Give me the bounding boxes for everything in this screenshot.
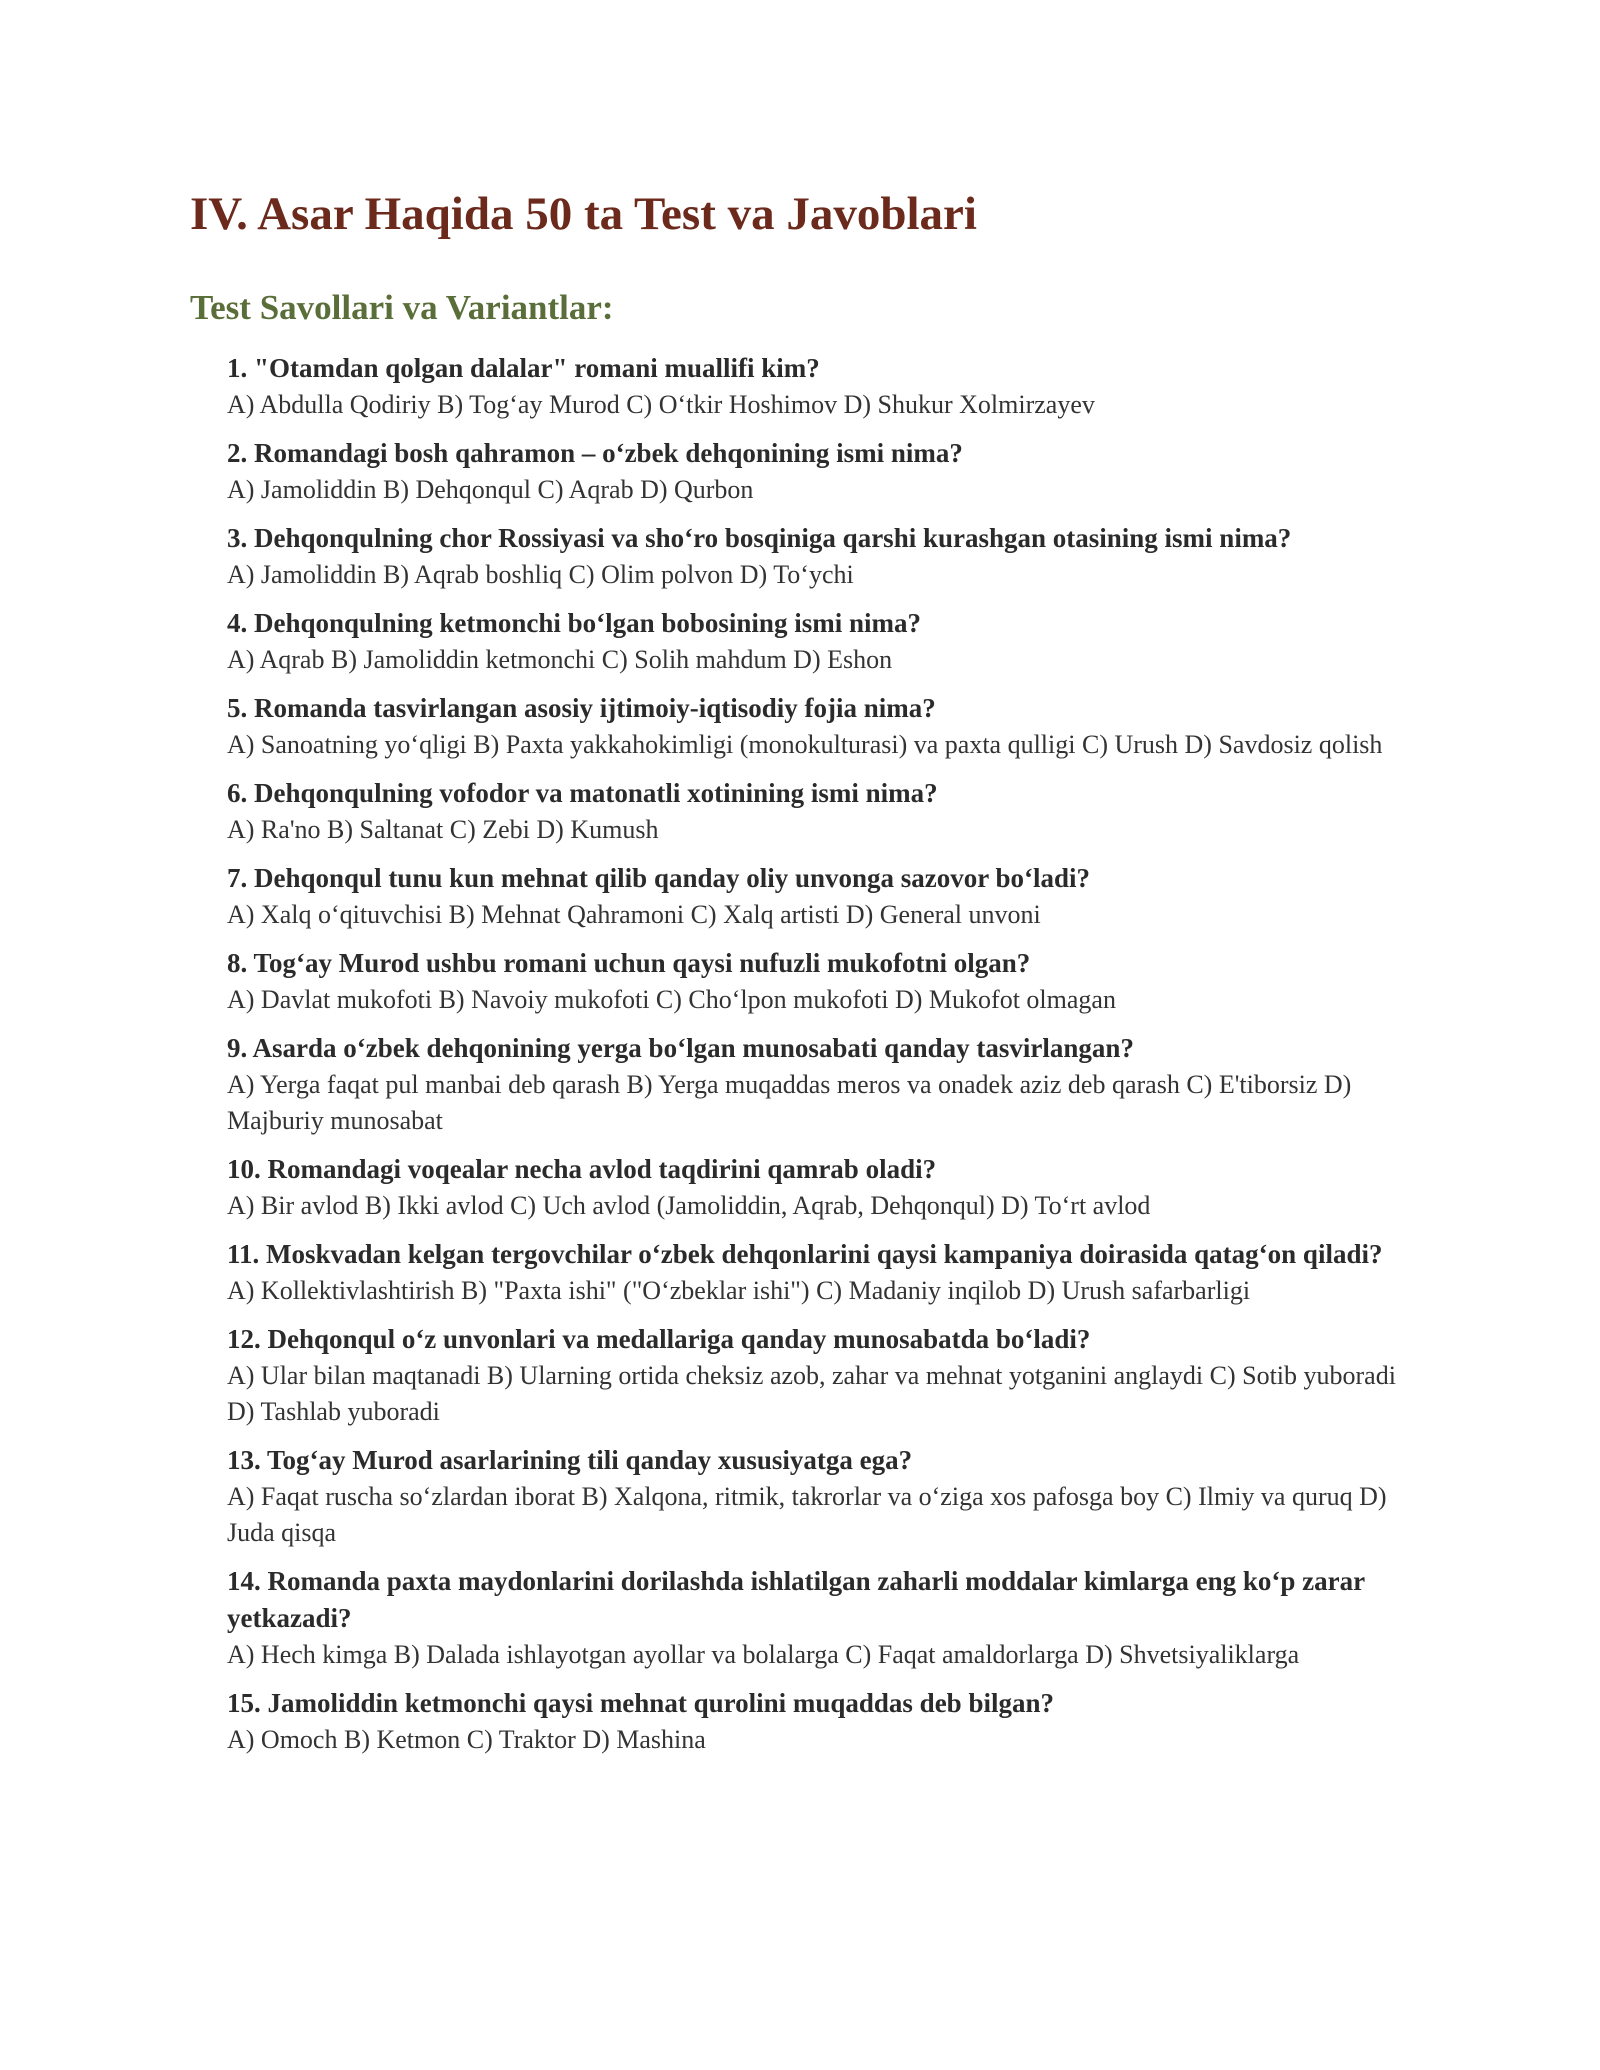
question-item	[227, 1442, 1402, 1551]
question-text: 2. Romandagi bosh qahramon – o‘zbek dehqonining ismi nima?	[227, 438, 963, 468]
question-item	[227, 1030, 1402, 1139]
question-text: 5. Romanda tasvirlangan asosiy ijtimoiy-iqtisodiy fojia nima?	[227, 693, 936, 723]
answer-options: A) Aqrab B) Jamoliddin ketmonchi C) Solih mahdum D) Eshon	[227, 645, 893, 674]
question-text: 7. Dehqonqul tunu kun mehnat qilib qanday oliy unvonga sazovor bo‘ladi?	[227, 863, 1091, 893]
question-text: 4. Dehqonqulning ketmonchi bo‘lgan bobosining ismi nima?	[227, 608, 921, 638]
question-item	[227, 1321, 1402, 1430]
question-text: 14. Romanda paxta maydonlarini dorilashda ishlatilgan zaharli moddalar kimlarga eng ko‘p zarar yetkazadi?	[227, 1566, 1365, 1633]
question-item	[227, 605, 1402, 678]
answer-options: A) Kollektivlashtirish B) "Paxta ishi" ("O‘zbeklar ishi") C) Madaniy inqilob D) Urush safarbarligi	[227, 1276, 1251, 1305]
question-item	[227, 945, 1402, 1018]
question-item	[227, 1236, 1402, 1309]
answer-options: A) Sanoatning yo‘qligi B) Paxta yakkahokimligi (monokulturasi) va paxta qulligi C) Urush D) Savdosiz qolish	[227, 730, 1383, 759]
answer-options: A) Xalq o‘qituvchisi B) Mehnat Qahramoni C) Xalq artisti D) General unvoni	[227, 900, 1041, 929]
question-text: 13. Tog‘ay Murod asarlarining tili qanday xususiyatga ega?	[227, 1445, 913, 1475]
section-heading: Test Savollari va Variantlar:	[190, 288, 614, 327]
answer-options: A) Bir avlod B) Ikki avlod C) Uch avlod (Jamoliddin, Aqrab, Dehqonqul) D) To‘rt avlod	[227, 1191, 1151, 1220]
question-text: 8. Tog‘ay Murod ushbu romani uchun qaysi nufuzli mukofotni olgan?	[227, 948, 1031, 978]
question-item	[227, 1563, 1402, 1673]
question-text: 12. Dehqonqul o‘z unvonlari va medallariga qanday munosabatda bo‘ladi?	[227, 1324, 1091, 1354]
question-item	[227, 775, 1402, 848]
question-item	[227, 435, 1402, 508]
answer-options: A) Abdulla Qodiriy B) Tog‘ay Murod C) O‘tkir Hoshimov D) Shukur Xolmirzayev	[227, 390, 1095, 419]
answer-options: A) Ular bilan maqtanadi B) Ularning ortida cheksiz azob, zahar va mehnat yotganini anglaydi C) Sotib yuboradi D) Tashlab yuboradi	[227, 1361, 1396, 1426]
answer-options: A) Davlat mukofoti B) Navoiy mukofoti C) Cho‘lpon mukofoti D) Mukofot olmagan	[227, 985, 1116, 1014]
question-text: 10. Romandagi voqealar necha avlod taqdirini qamrab oladi?	[227, 1154, 937, 1184]
question-item	[227, 1151, 1402, 1224]
question-text: 3. Dehqonqulning chor Rossiyasi va sho‘ro bosqiniga qarshi kurashgan otasining ismi nima?	[227, 523, 1292, 553]
question-text: 15. Jamoliddin ketmonchi qaysi mehnat qurolini muqaddas deb bilgan?	[227, 1688, 1054, 1718]
answer-options: A) Jamoliddin B) Dehqonqul C) Aqrab D) Qurbon	[227, 475, 754, 504]
question-list	[227, 350, 1402, 1770]
page-title: IV. Asar Haqida 50 ta Test va Javoblari	[190, 188, 977, 240]
question-item	[227, 520, 1402, 593]
answer-options: A) Omoch B) Ketmon C) Traktor D) Mashina	[227, 1725, 706, 1754]
question-item	[227, 860, 1402, 933]
question-item	[227, 690, 1402, 763]
question-item	[227, 1685, 1402, 1758]
question-item	[227, 350, 1402, 423]
answer-options: A) Ra'no B) Saltanat C) Zebi D) Kumush	[227, 815, 659, 844]
question-text: 6. Dehqonqulning vofodor va matonatli xotinining ismi nima?	[227, 778, 938, 808]
answer-options: A) Faqat ruscha so‘zlardan iborat B) Xalqona, ritmik, takrorlar va o‘ziga xos pafosga boy C) Ilmiy va quruq D) Juda qisqa	[227, 1482, 1387, 1547]
answer-options: A) Jamoliddin B) Aqrab boshliq C) Olim polvon D) To‘ychi	[227, 560, 854, 589]
question-text: 1. "Otamdan qolgan dalalar" romani muallifi kim?	[227, 353, 820, 383]
answer-options: A) Hech kimga B) Dalada ishlayotgan ayollar va bolalarga C) Faqat amaldorlarga D) Shvetsiyaliklarga	[227, 1640, 1300, 1669]
question-text: 11. Moskvadan kelgan tergovchilar o‘zbek dehqonlarini qaysi kampaniya doirasida qatag‘on qiladi?	[227, 1239, 1383, 1269]
question-text: 9. Asarda o‘zbek dehqonining yerga bo‘lgan munosabati qanday tasvirlangan?	[227, 1033, 1134, 1063]
answer-options: A) Yerga faqat pul manbai deb qarash B) Yerga muqaddas meros va onadek aziz deb qarash C) E'tiborsiz D) Majburiy munosabat	[227, 1070, 1352, 1135]
